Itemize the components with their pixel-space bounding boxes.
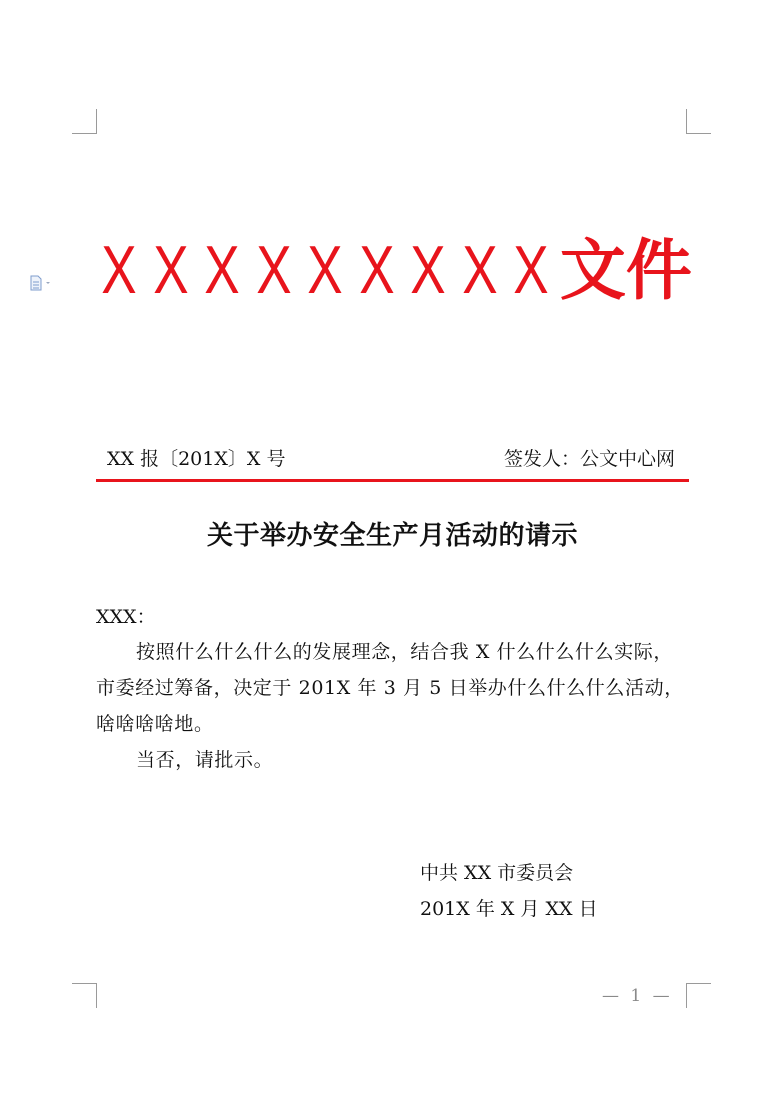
crop-mark-bottom-right [686, 983, 711, 1008]
header-suffix: 文件 [559, 231, 692, 309]
document-number: XX 报〔201X〕X 号 [107, 447, 286, 470]
header-char: X [462, 232, 498, 308]
page-number: — 1 — [602, 986, 673, 1006]
document-title: 关于举办安全生产月活动的请示 [206, 521, 578, 551]
salutation: XXX： [96, 606, 156, 628]
signature-org: 中共 XX 市委员会 [420, 862, 574, 884]
body-paragraph: 按照什么什么什么的发展理念，结合我 X 什么什么什么实际，市委经过筹备，决定于 201X 年 3 月 5 日举办什么什么什么活动，啥啥啥啥地。 [96, 641, 684, 735]
body-paragraph: 当否，请批示。 [136, 749, 274, 771]
signer: 签发人：公文中心网 [503, 447, 675, 470]
crop-mark-top-right [686, 109, 711, 134]
crop-mark-bottom-left [72, 983, 97, 1008]
header-char: X [513, 232, 550, 308]
document-header [96, 231, 692, 309]
document-body [96, 634, 692, 778]
signature-date: 201X 年 X 月 XX 日 [420, 898, 598, 920]
red-separator-line [96, 479, 689, 482]
crop-mark-top-left [72, 109, 97, 134]
header-char: X [204, 232, 240, 308]
header-char: X [359, 232, 395, 308]
header-char: X [307, 232, 343, 308]
document-icon[interactable] [29, 275, 53, 291]
header-char: X [255, 232, 292, 308]
signature-block [420, 855, 598, 927]
document-meta [107, 444, 675, 470]
header-char: X [101, 232, 137, 308]
header-char: X [410, 232, 446, 308]
header-char: X [152, 232, 189, 308]
